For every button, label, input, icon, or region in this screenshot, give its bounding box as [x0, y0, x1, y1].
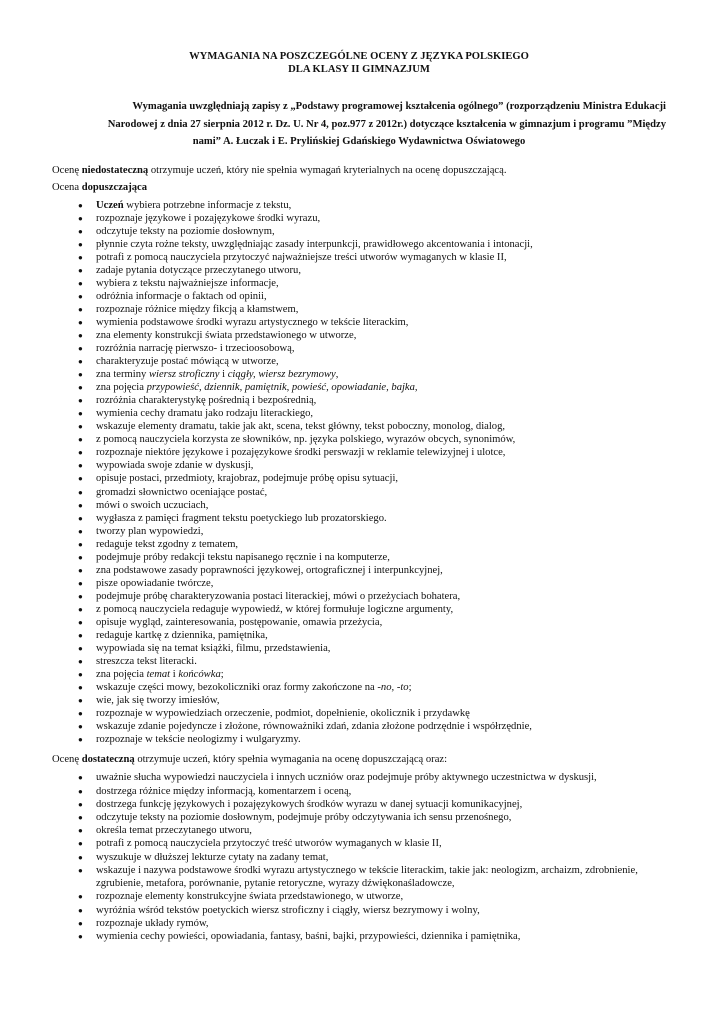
bullet-icon: ●	[78, 657, 83, 667]
bullet-icon: ●	[78, 461, 83, 471]
grade-dostateczna-paragraph	[52, 752, 666, 768]
item-text: redaguje tekst zgodny z tematem,	[96, 538, 239, 550]
list-item	[78, 771, 666, 784]
bullet-icon: ●	[78, 852, 83, 862]
item-text: wymienia cechy dramatu jako rodzaju literackiego,	[96, 408, 314, 420]
item-text: ,	[335, 369, 339, 381]
item-text: wie, jak się tworzy imiesłów,	[96, 695, 220, 707]
item-text: streszcza tekst literacki.	[96, 656, 197, 668]
bullet-icon: ●	[78, 683, 83, 693]
item-text: wskazuje i nazywa podstawowe środki wyrazu artystycznego w tekście literackim, takie jak: neologizm, archaizm, zdrobnienie,	[96, 864, 638, 876]
list-item	[78, 342, 666, 355]
title-line-2: DLA KLASY II GIMNAZJUM	[288, 64, 430, 75]
bullet-icon: ●	[78, 892, 83, 902]
list-item	[78, 446, 666, 459]
item-text: wybiera potrzebne informacje z tekstu,	[123, 199, 292, 211]
bullet-icon: ●	[78, 513, 83, 523]
list-item	[78, 420, 666, 433]
bullet-icon: ●	[78, 330, 83, 340]
list-item	[78, 837, 666, 850]
item-text: i	[219, 369, 228, 381]
bullet-icon: ●	[78, 213, 83, 223]
item-text: wskazuje części mowy, bezokoliczniki oraz formy zakończone na	[96, 682, 378, 694]
item-text: rozpoznaje układy rymów,	[96, 917, 209, 929]
bullet-icon: ●	[78, 799, 83, 809]
list-item	[78, 329, 666, 342]
bullet-icon: ●	[78, 357, 83, 367]
item-text: wymienia cechy powieści, opowiadania, fantasy, baśni, bajki, przypowieści, dziennika i pamiętnika,	[96, 930, 521, 942]
item-text: zna podstawowe zasady poprawności językowej, ortograficznej i interpunkcyjnej,	[96, 564, 443, 576]
bullet-icon: ●	[78, 396, 83, 406]
list-item	[78, 733, 666, 746]
item-text: zadaje pytania dotyczące przeczytanego utworu,	[96, 264, 301, 276]
list-item	[78, 811, 666, 824]
item-text: mówi o swoich uczuciach,	[96, 499, 209, 511]
list-item	[78, 486, 666, 499]
list-item	[78, 824, 666, 837]
list-item	[78, 655, 666, 668]
item-text: dostrzega różnice między informacją, komentarzem i oceną,	[96, 785, 352, 797]
item-text-continued: zgrubienie, metafora, porównanie, pytanie retoryczne, wyrazy dźwiękonaśladowcze,	[96, 878, 455, 890]
bullet-icon: ●	[78, 696, 83, 706]
bullet-icon: ●	[78, 552, 83, 562]
item-text: potrafi z pomocą nauczyciela przytoczyć treść utworów wymaganych w klasie II,	[96, 838, 442, 850]
bullet-icon: ●	[78, 370, 83, 380]
bullet-icon: ●	[78, 826, 83, 836]
list-item	[78, 917, 666, 930]
bullet-icon: ●	[78, 670, 83, 680]
list-item	[78, 785, 666, 798]
list-item	[78, 355, 666, 368]
item-italic-text: wiersz stroficzny	[148, 369, 220, 381]
bullet-icon: ●	[78, 813, 83, 823]
grade-niedostateczna-paragraph	[52, 163, 666, 179]
list-item	[78, 433, 666, 446]
item-text: rozpoznaje w tekście neologizmy i wulgaryzmy.	[96, 734, 301, 746]
list-item	[78, 629, 666, 642]
intro-paragraph	[52, 98, 666, 151]
item-text: odczytuje teksty na poziomie dosłownym,	[96, 225, 275, 237]
item-text: rozpoznaje różnice między fikcją a kłamstwem,	[96, 303, 299, 315]
list-item	[78, 303, 666, 316]
item-text: zna terminy	[96, 369, 149, 381]
list-item	[78, 564, 666, 577]
bullet-icon: ●	[78, 435, 83, 445]
item-text: rozpoznaje elementy konstrukcyjne świata przedstawionego, w utworze,	[96, 891, 404, 903]
item-text: z pomocą nauczyciela redaguje wypowiedź, w której formułuje logiczne argumenty,	[96, 603, 454, 615]
item-text: ;	[220, 669, 224, 681]
item-text: podejmuje próbę charakteryzowania postaci literackiej, mówi o przeżyciach bohatera,	[96, 590, 461, 602]
bullet-icon: ●	[78, 865, 83, 875]
item-text: z pomocą nauczyciela korzysta ze słowników, np. języka polskiego, wyrazów obcych, synonimów,	[96, 434, 516, 446]
bullet-icon: ●	[78, 344, 83, 354]
list-item	[78, 890, 666, 903]
bullet-icon: ●	[78, 265, 83, 275]
dopuszczajaca-requirements-list	[52, 199, 666, 747]
list-item	[78, 616, 666, 629]
item-text: wskazuje elementy dramatu, takie jak akt, scena, tekst główny, tekst poboczny, monolog, dialog,	[96, 421, 506, 433]
list-item	[78, 720, 666, 733]
list-item	[78, 525, 666, 538]
heading-prefix: Ocena	[52, 181, 82, 193]
item-text: i	[170, 669, 179, 681]
bullet-icon: ●	[78, 578, 83, 588]
dostateczna-requirements-list	[52, 771, 666, 943]
list-item	[78, 538, 666, 551]
paragraph-prefix: Ocenę	[52, 164, 82, 176]
item-text: rozpoznaje w wypowiedziach orzeczenie, podmiot, dopełnienie, okolicznik i przydawkę	[96, 708, 470, 720]
grade-name: dostateczną	[81, 754, 135, 766]
bullet-icon: ●	[78, 618, 83, 627]
list-item	[78, 707, 666, 720]
list-item	[78, 264, 666, 277]
bullet-icon: ●	[78, 931, 83, 941]
list-item	[78, 864, 666, 890]
item-text: gromadzi słownictwo oceniające postać,	[96, 486, 268, 498]
item-italic-text: końcówka	[178, 669, 221, 681]
bullet-icon: ●	[78, 409, 83, 419]
list-item	[78, 407, 666, 420]
grade-name: niedostateczną	[81, 164, 149, 176]
item-text: wygłasza z pamięci fragment tekstu poetyckiego lub prozatorskiego.	[96, 512, 387, 524]
list-item	[78, 499, 666, 512]
item-italic-text: ciągły, wiersz bezrymowy	[227, 369, 336, 381]
item-text: zna pojęcia	[96, 382, 147, 394]
bullet-icon: ●	[78, 291, 83, 301]
paragraph-text: otrzymuje uczeń, który spełnia wymagania na ocenę dopuszczającą oraz:	[134, 754, 448, 766]
list-item	[78, 290, 666, 303]
item-text: rozróżnia charakterystykę pośrednią i bezpośrednią,	[96, 395, 317, 407]
item-text: pisze opowiadanie twórcze,	[96, 577, 214, 589]
bullet-icon: ●	[78, 474, 83, 484]
list-item	[78, 904, 666, 917]
bullet-icon: ●	[78, 722, 83, 732]
list-item	[78, 642, 666, 655]
intro-line-3: nami” A. Łuczak i E. Pryliński​ej Gdańskiego Wydawnictwa Oświatowego	[192, 136, 526, 147]
grade-name: dopuszczająca	[81, 181, 148, 193]
document-title	[52, 50, 666, 76]
list-item	[78, 381, 666, 394]
item-text: charakteryzuje postać mówiącą w utworze,	[96, 356, 279, 368]
list-item	[78, 394, 666, 407]
item-text: wyszukuje w dłuższej lekturze cytaty na zadany temat,	[96, 851, 329, 863]
list-item	[78, 459, 666, 472]
list-item	[78, 681, 666, 694]
item-italic-text: temat	[146, 669, 171, 681]
list-item	[78, 930, 666, 943]
item-text: zna elementy konstrukcji świata przedstawionego w utworze,	[96, 329, 357, 341]
item-text: tworzy plan wypowiedzi,	[96, 525, 204, 537]
list-item	[78, 199, 666, 212]
bullet-icon: ●	[78, 239, 83, 249]
item-text: uważnie słucha wypowiedzi nauczyciela i innych uczniów oraz podejmuje próby aktywnego uczestnictwa w dyskusji,	[96, 772, 597, 784]
bullet-icon: ●	[78, 604, 83, 614]
list-item	[78, 316, 666, 329]
item-text: określa temat przeczytanego utworu,	[96, 825, 252, 837]
list-item	[78, 472, 666, 485]
list-item	[78, 551, 666, 564]
item-text: rozróżnia narrację pierwszo- i trzecioosobową,	[96, 343, 295, 355]
grade-dopuszczajaca-heading	[52, 180, 666, 196]
bullet-icon: ●	[78, 526, 83, 536]
item-text: rozpoznaje językowe i pozajęzykowe środki wyrazu,	[96, 212, 321, 224]
list-item	[78, 251, 666, 264]
bullet-icon: ●	[78, 918, 83, 928]
bullet-icon: ●	[78, 905, 83, 915]
bullet-icon: ●	[78, 278, 83, 288]
item-text: wypowiada swoje zdanie w dyskusji,	[96, 460, 254, 472]
bullet-icon: ●	[78, 539, 83, 549]
item-text: płynnie czyta rożne teksty, uwzględniając zasady interpunkcji, prawidłowego akcentowania i intonacji,	[96, 238, 533, 250]
list-item	[78, 238, 666, 251]
list-item	[78, 798, 666, 811]
list-item	[78, 225, 666, 238]
bullet-icon: ●	[78, 226, 83, 236]
item-text: opisuje wygląd, zainteresowania, postępowanie, omawia przeżycia,	[96, 617, 383, 628]
list-item	[78, 512, 666, 525]
intro-line-2: Narodowej z dnia 27 sierpnia 2012 r. Dz. U. Nr 4, poz.977 z 2012r.) dotyczące kształcenia w gimnazjum i programu ”Między	[107, 118, 666, 130]
list-item	[78, 694, 666, 707]
list-item	[78, 603, 666, 616]
bullet-icon: ●	[78, 487, 83, 497]
item-italic-text: -no, -to	[377, 682, 409, 694]
item-text: opisuje postaci, przedmioty, krajobraz, podejmuje próbę opisu sytuacji,	[96, 473, 399, 485]
item-text: zna pojęcia	[96, 669, 147, 681]
item-text: dostrzega funkcję językowych i pozajęzykowych środków wyrazu w danej sytuacji komunikacyjnej,	[96, 798, 523, 810]
item-text: ;	[408, 682, 412, 694]
list-item	[78, 277, 666, 290]
paragraph-prefix: Ocenę	[52, 754, 82, 766]
item-text: odczytuje teksty na poziomie dosłownym, podejmuje próby odczytywania ich sensu przenośnego,	[96, 812, 512, 824]
paragraph-text: otrzymuje uczeń, który nie spełnia wymagań kryterialnych na ocenę dopuszczającą.	[148, 164, 507, 176]
bullet-icon: ●	[78, 500, 83, 510]
bullet-icon: ●	[78, 565, 83, 575]
list-item	[78, 668, 666, 681]
item-text: wymienia podstawowe środki wyrazu artystycznego w tekście literackim,	[96, 316, 409, 328]
item-text: wypowiada się na temat książki, filmu, przedstawienia,	[96, 643, 331, 655]
item-text: rozpoznaje niektóre językowe i pozajęzykowe środki perswazji w reklamie telewizyjnej i ulotce,	[96, 447, 506, 459]
bullet-icon: ●	[78, 839, 83, 849]
item-text: wyróżnia wśród tekstów poetyckich wiersz stroficzny i ciągły, wiersz bezrymowy i wolny,	[96, 904, 480, 916]
item-text: podejmuje próby redakcji tekstu napisanego ręcznie i na komputerze,	[96, 551, 390, 563]
bullet-icon: ●	[78, 383, 83, 393]
bullet-icon: ●	[78, 304, 83, 314]
bullet-icon: ●	[78, 252, 83, 262]
item-italic-text: przypowieść, dziennik, pamiętnik, powieść, opowiadanie, bajka,	[146, 382, 418, 394]
item-text: potrafi z pomocą nauczyciela przytoczyć najważniejsze treści utworów wymaganych w klasie II,	[96, 251, 507, 263]
bullet-icon: ●	[78, 773, 83, 783]
list-item	[78, 368, 666, 381]
list-item	[78, 577, 666, 590]
bullet-icon: ●	[78, 786, 83, 796]
bullet-icon: ●	[78, 422, 83, 432]
bullet-icon: ●	[78, 591, 83, 601]
item-bold-text: Uczeń	[96, 199, 124, 211]
list-item	[78, 212, 666, 225]
list-item	[78, 851, 666, 864]
intro-line-1: Wymagania uwzględniają zapisy z „Podstawy programowej kształcenia ogólnego” (rozporządzeniu Ministra Edukacji	[132, 101, 666, 112]
bullet-icon: ●	[78, 709, 83, 719]
item-text: wskazuje zdanie pojedyncze i złożone, równoważniki zdań, zdania złożone podrzędnie i współrzędnie,	[96, 721, 532, 733]
bullet-icon: ●	[78, 735, 83, 745]
item-text: odróżnia informacje o faktach od opinii,	[96, 290, 267, 302]
item-text: redaguje kartkę z dziennika, pamiętnika,	[96, 630, 268, 642]
bullet-icon: ●	[78, 448, 83, 458]
item-text: wybiera z tekstu najważniejsze informacje,	[96, 277, 279, 289]
list-item	[78, 590, 666, 603]
bullet-icon: ●	[78, 644, 83, 654]
bullet-icon: ●	[78, 317, 83, 327]
bullet-icon: ●	[78, 631, 83, 641]
title-line-1: WYMAGANIA NA POSZCZEGÓLNE OCENY Z JĘZYKA POLSKIEGO	[189, 51, 529, 62]
bullet-icon: ●	[78, 200, 83, 210]
